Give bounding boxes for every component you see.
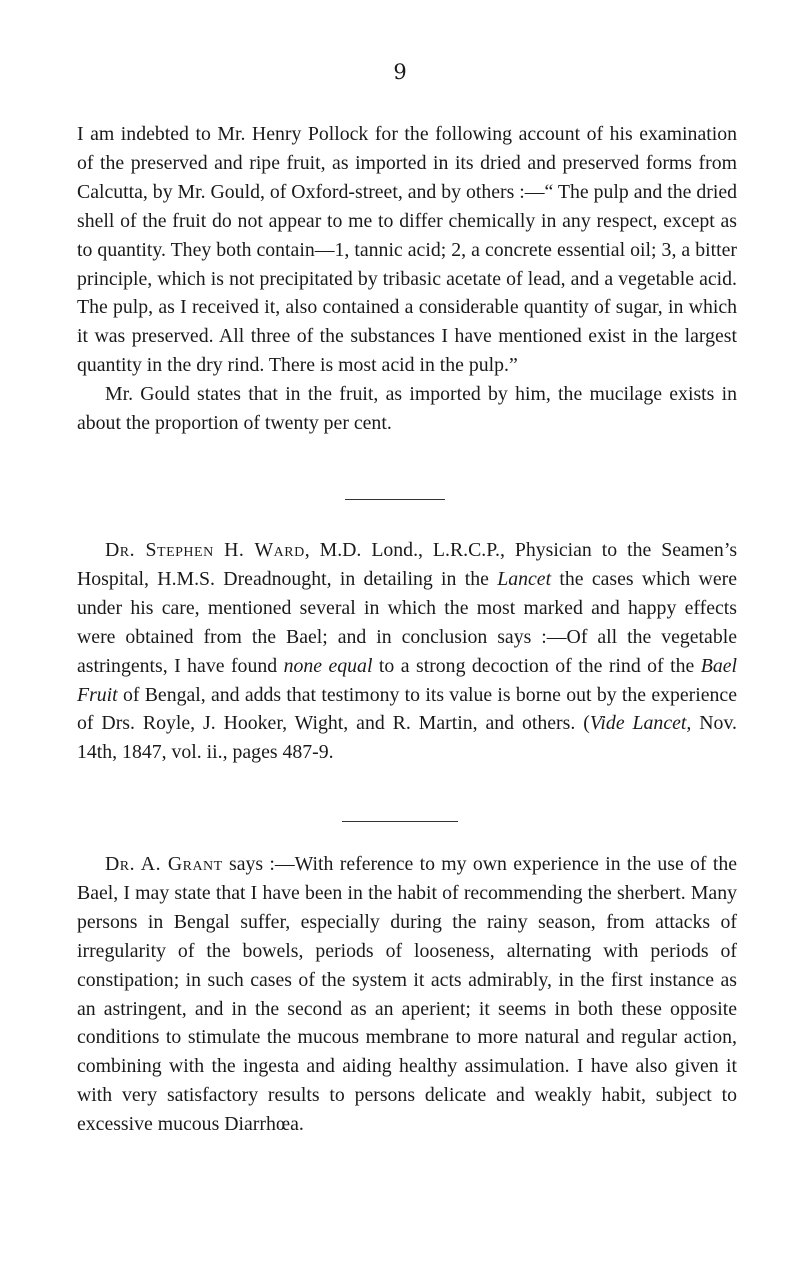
text-run: Nov. 14th, 1847, vol. ii., pages 487-9. xyxy=(77,712,737,764)
text-run: , M.D. Lond., L.R.C.P., Physician to the Seamen’s Hospital, H.M.S. Dreadnought, in detailing in the xyxy=(77,539,738,590)
text-run: the cases which were under his care, mentioned several in which the most marked and happy effects were obtained from the Bael; and in conclusion says :—Of all the vegetable astringents, I have found xyxy=(77,567,737,677)
paragraph-group-grant xyxy=(77,850,737,1139)
paragraph-grant-testimony xyxy=(77,850,737,1139)
emphasis-bael-fruit: Bael Fruit xyxy=(77,654,737,706)
paragraph-pollock-analysis: I am indebted to Mr. Henry Pollock for the following account of his examination of the preserved and ripe fruit, as imported in its dried and preserved forms from Calcutta, by Mr. Gould, of Oxford-street, and by others :—“ The pulp and the dried shell of the fruit do not appear to me to differ chemically in any respect, except as to quantity. They both contain—1, tannic acid; 2, a concrete essential oil; 3, a bitter principle, which is not precipitated by tribasic acetate of lead, and a vegetable acid. The pulp, as I received it, also contained a considerable quantity of sugar, in which it was preserved. All three of the substances I have mentioned exist in the largest quantity in the dry rind. There is most acid in the pulp.” xyxy=(77,123,737,377)
text-run: of Bengal, and adds that testimony to its value is borne out by the experience of Drs. Royle, J. Hooker, Wight, and R. Martin, and others. ( xyxy=(77,683,737,735)
journal-name-lancet: Lancet xyxy=(497,567,552,590)
text-run: says :—With reference to my own experience in the use of the Bael, I may state that I have been in the habit of recommending the sherbert. Many persons in Bengal suffer, especially during the rainy season, from attacks of irregularity of the bowels, periods of looseness, alternating with periods of constipation; in such cases of the system it acts admirably, in the first instance as an astringent, and in the second as an aperient; it seems in both these opposite conditions to stimulate the mucous membrane to more natural and regular action, combining with the ingesta and aiding healthy assimulation. I have also given it with very satisfactory results to persons delicate and weakly habit, subject to excessive mucous Diarrhœa. xyxy=(77,853,737,1136)
citation-vide-lancet: Vide Lancet, xyxy=(589,712,692,735)
paragraph-ward-testimony xyxy=(77,536,737,767)
paragraph-group-ward xyxy=(77,536,737,767)
section-divider xyxy=(342,821,458,822)
section-divider xyxy=(345,499,445,500)
paragraph-gould-mucilage: Mr. Gould states that in the fruit, as imported by him, the mucilage exists in about the proportion of twenty per cent. xyxy=(77,383,737,435)
page-number: 9 xyxy=(393,60,407,84)
text-run: to a strong decoction of the rind of the xyxy=(372,654,701,677)
emphasis-none-equal: none equal xyxy=(283,654,373,677)
paragraph-group-pollock xyxy=(77,120,737,438)
author-name-ward: Dr. Stephen H. Ward xyxy=(105,539,305,561)
author-name-grant: Dr. A. Grant xyxy=(105,853,223,875)
